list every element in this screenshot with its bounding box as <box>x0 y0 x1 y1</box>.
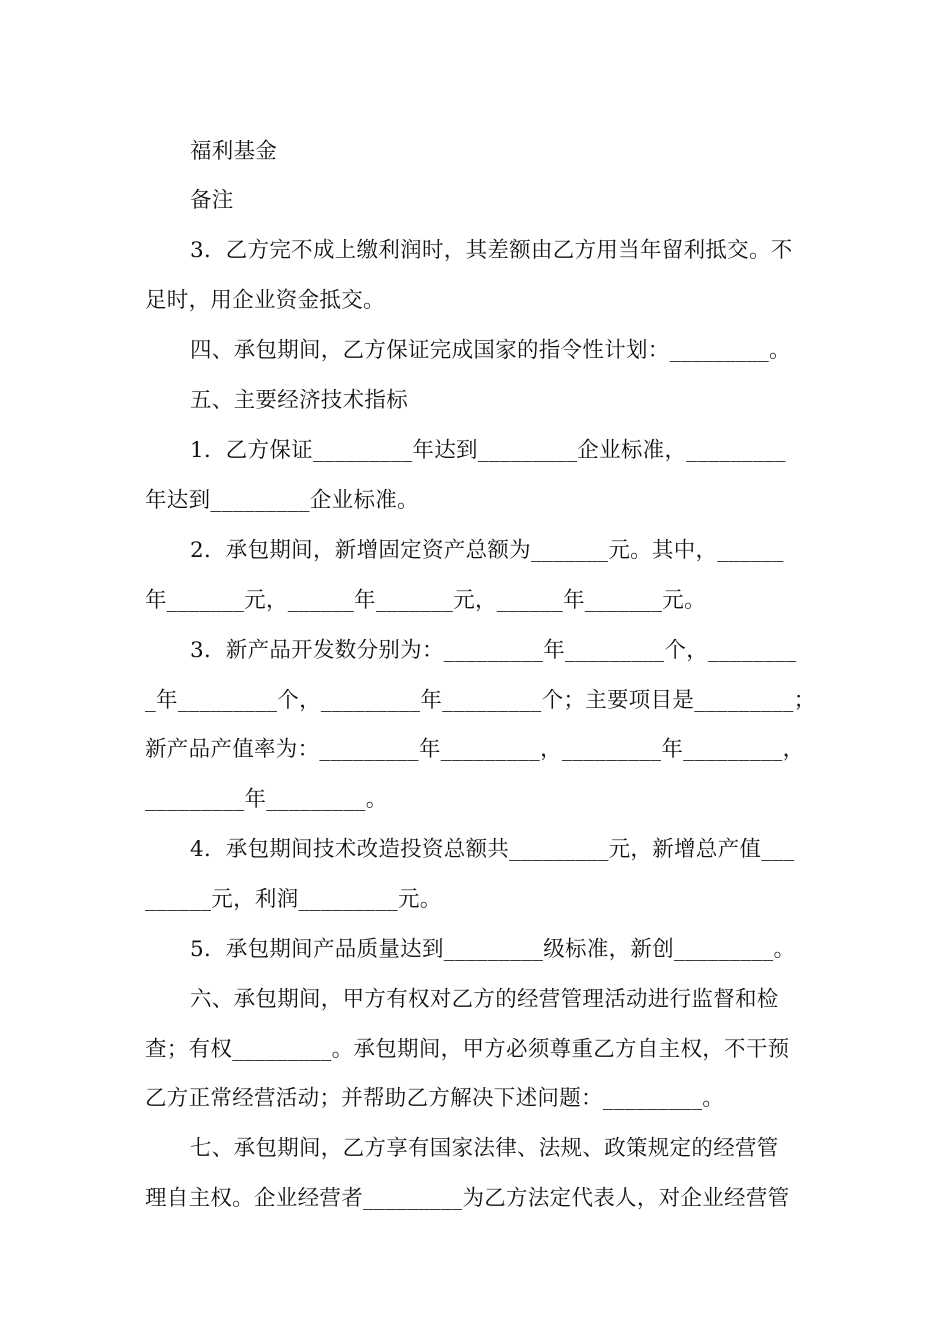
text-line-item-2-a: 2．承包期间，新增固定资产总额为_______元。其中，______ <box>190 538 784 563</box>
text-line-item-1-b: 年达到_________企业标准。 <box>145 488 419 513</box>
text-line-section-6-a: 六、承包期间，甲方有权对乙方的经营管理活动进行监督和检 <box>190 987 779 1012</box>
text-line-item-3-d: _________年_________。 <box>145 787 388 812</box>
text-line-clause-3-b: 足时，用企业资金抵交。 <box>145 288 385 313</box>
text-line-item-2-b: 年_______元，______年_______元，______年_______元。 <box>145 588 706 613</box>
text-line-section-6-b: 查；有权_________。承包期间，甲方必须尊重乙方自主权，不干预 <box>145 1037 790 1062</box>
text-line-item-4-a: 4．承包期间技术改造投资总额共_________元，新增总产值___ <box>190 837 795 862</box>
text-line-welfare-fund: 福利基金 <box>190 139 278 164</box>
text-line-section-6-c: 乙方正常经营活动；并帮助乙方解决下述问题：_________。 <box>145 1086 725 1111</box>
text-line-item-3-b: _年_________个，_________年_________个；主要项目是_________； <box>145 688 816 713</box>
text-line-remarks: 备注 <box>190 188 234 213</box>
text-line-section-4: 四、承包期间，乙方保证完成国家的指令性计划：_________。 <box>190 338 791 363</box>
text-line-item-3-a: 3．新产品开发数分别为：_________年_________个，________ <box>190 638 797 663</box>
text-line-section-5-heading: 五、主要经济技术指标 <box>190 388 409 413</box>
text-line-item-1-a: 1．乙方保证_________年达到_________企业标准，_________ <box>190 438 786 463</box>
text-line-section-7-a: 七、承包期间，乙方享有国家法律、法规、政策规定的经营管 <box>190 1136 779 1161</box>
text-line-item-5: 5．承包期间产品质量达到_________级标准，新创_________。 <box>190 937 796 962</box>
text-line-item-3-c: 新产品产值率为：_________年_________，_________年_________， <box>145 737 805 762</box>
text-line-item-4-b: ______元，利润_________元。 <box>145 887 442 912</box>
text-line-section-7-b: 理自主权。企业经营者_________为乙方法定代表人，对企业经营管 <box>145 1186 790 1211</box>
text-line-clause-3-a: 3．乙方完不成上缴利润时，其差额由乙方用当年留利抵交。不 <box>190 238 793 263</box>
